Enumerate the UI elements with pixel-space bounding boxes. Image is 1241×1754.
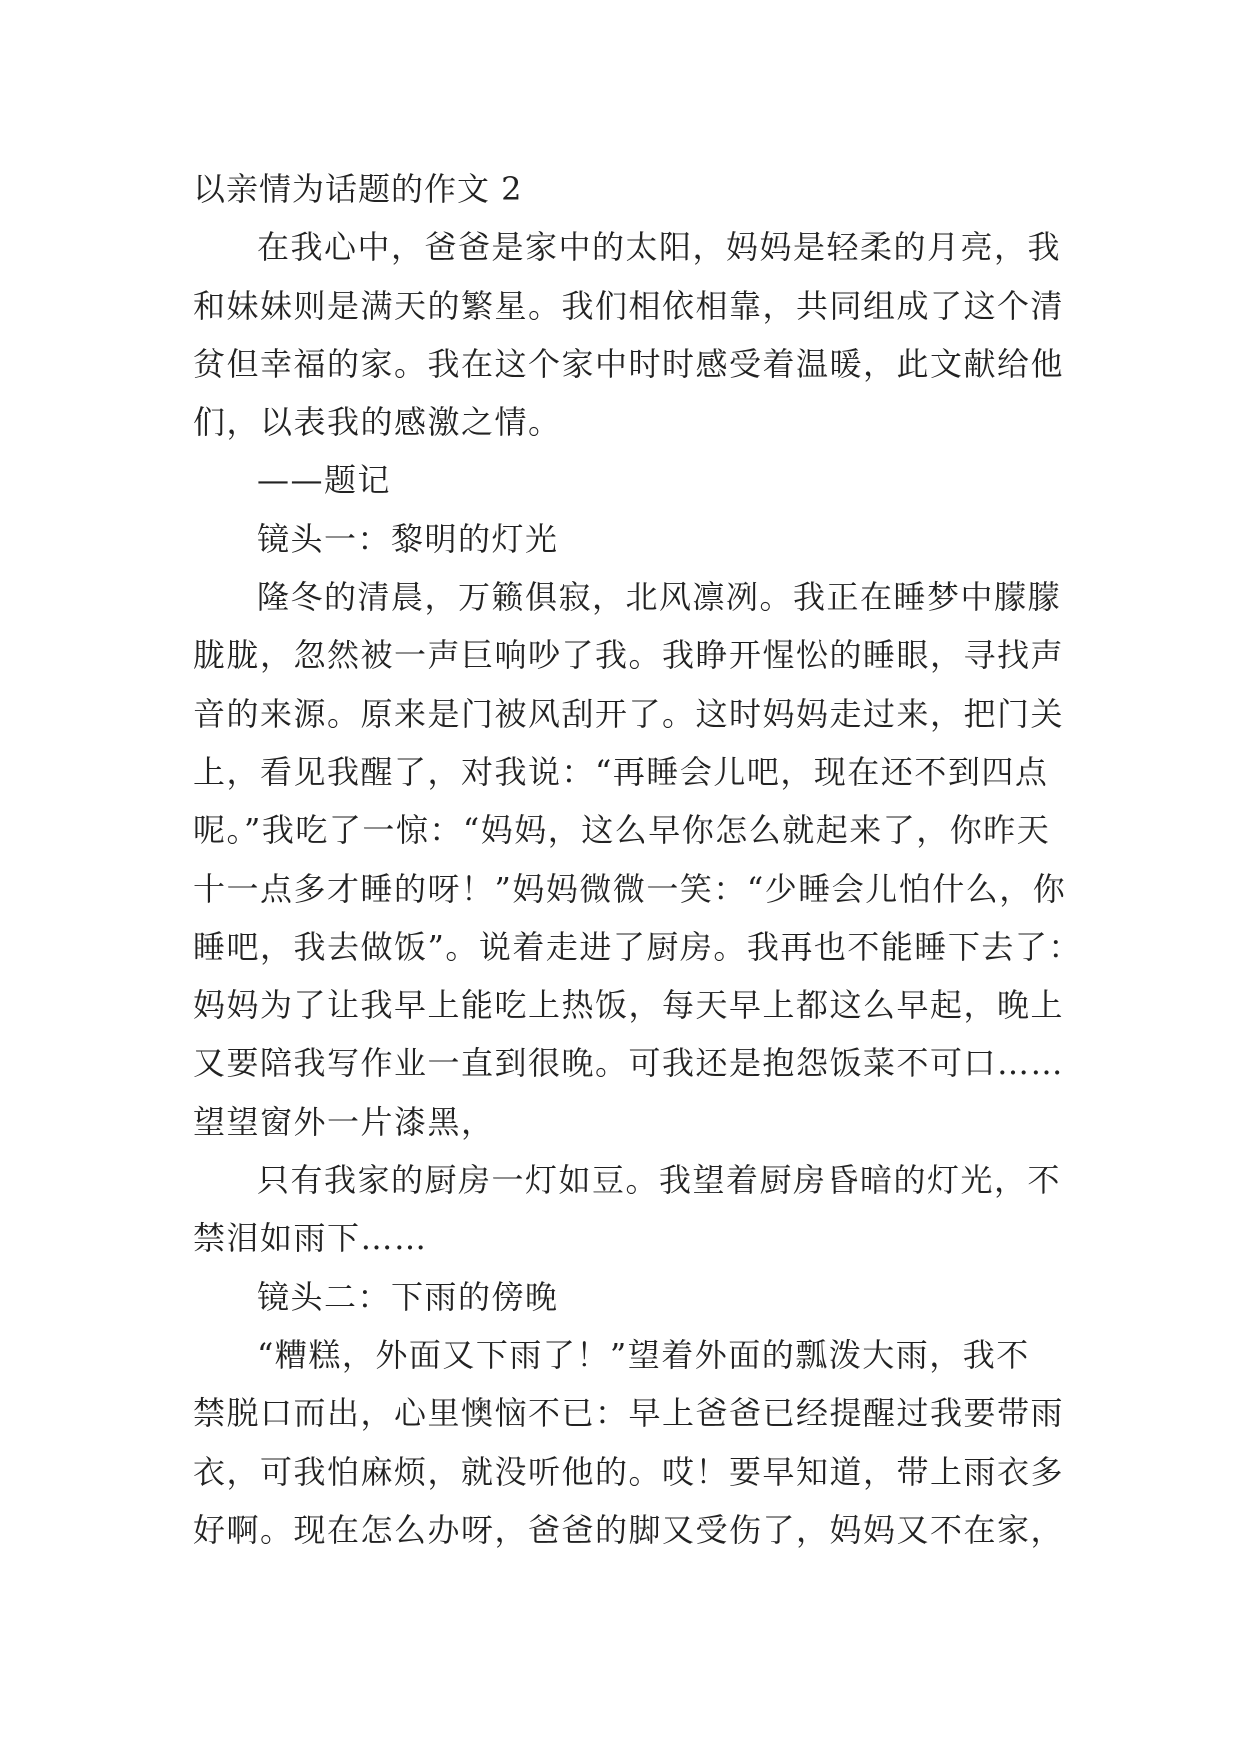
text-line: 呢。”我吃了一惊：“妈妈，这么早你怎么就起来了，你昨天 bbox=[193, 811, 1051, 850]
text-line: 睡吧，我去做饭”。说着走进了厨房。我再也不能睡下去了： bbox=[193, 927, 1082, 966]
text-line: 禁泪如雨下…… bbox=[193, 1219, 428, 1258]
text-line: 音的来源。原来是门被风刮开了。这时妈妈走过来，把门关 bbox=[193, 694, 1065, 733]
text-line: 望望窗外一片漆黑， bbox=[193, 1102, 495, 1141]
text-line: 妈妈为了让我早上能吃上热饭，每天早上都这么早起，晚上 bbox=[193, 986, 1065, 1025]
text-line: “糟糕，外面又下雨了！”望着外面的瓢泼大雨，我不 bbox=[257, 1335, 1030, 1374]
text-line: 在我心中，爸爸是家中的太阳，妈妈是轻柔的月亮，我 bbox=[257, 228, 1062, 267]
text-line: 和妹妹则是满天的繁星。我们相依相靠，共同组成了这个清 bbox=[193, 286, 1065, 325]
text-line: 们，以表我的感激之情。 bbox=[193, 403, 562, 442]
text-line: 衣，可我怕麻烦，就没听他的。哎！要早知道，带上雨衣多 bbox=[193, 1452, 1065, 1491]
text-line: 只有我家的厨房一灯如豆。我望着厨房昏暗的灯光，不 bbox=[257, 1161, 1062, 1200]
signature-line: ——题记 bbox=[257, 461, 392, 500]
text-line: 十一点多才睡的呀！”妈妈微微一笑：“少睡会儿怕什么，你 bbox=[193, 869, 1067, 908]
text-line: 胧胧，忽然被一声巨响吵了我。我睁开惺忪的睡眼，寻找声 bbox=[193, 636, 1065, 675]
section-heading: 镜头一：黎明的灯光 bbox=[257, 519, 559, 558]
document-body bbox=[193, 160, 1082, 1559]
text-line: 禁脱口而出，心里懊恼不已：早上爸爸已经提醒过我要带雨 bbox=[193, 1394, 1065, 1433]
document-title: 以亲情为话题的作文 2 bbox=[193, 170, 523, 208]
text-line: 好啊。现在怎么办呀，爸爸的脚又受伤了，妈妈又不在家， bbox=[193, 1510, 1065, 1549]
section-heading: 镜头二：下雨的傍晚 bbox=[257, 1277, 559, 1316]
text-line: 贫但幸福的家。我在这个家中时时感受着温暖，此文献给他 bbox=[193, 344, 1065, 383]
text-line: 上，看见我醒了，对我说：“再睡会儿吧，现在还不到四点 bbox=[193, 752, 1049, 791]
text-line: 隆冬的清晨，万籁俱寂，北风凛冽。我正在睡梦中朦朦 bbox=[257, 578, 1062, 617]
text-line: 又要陪我写作业一直到很晚。可我还是抱怨饭菜不可口…… bbox=[193, 1044, 1065, 1083]
